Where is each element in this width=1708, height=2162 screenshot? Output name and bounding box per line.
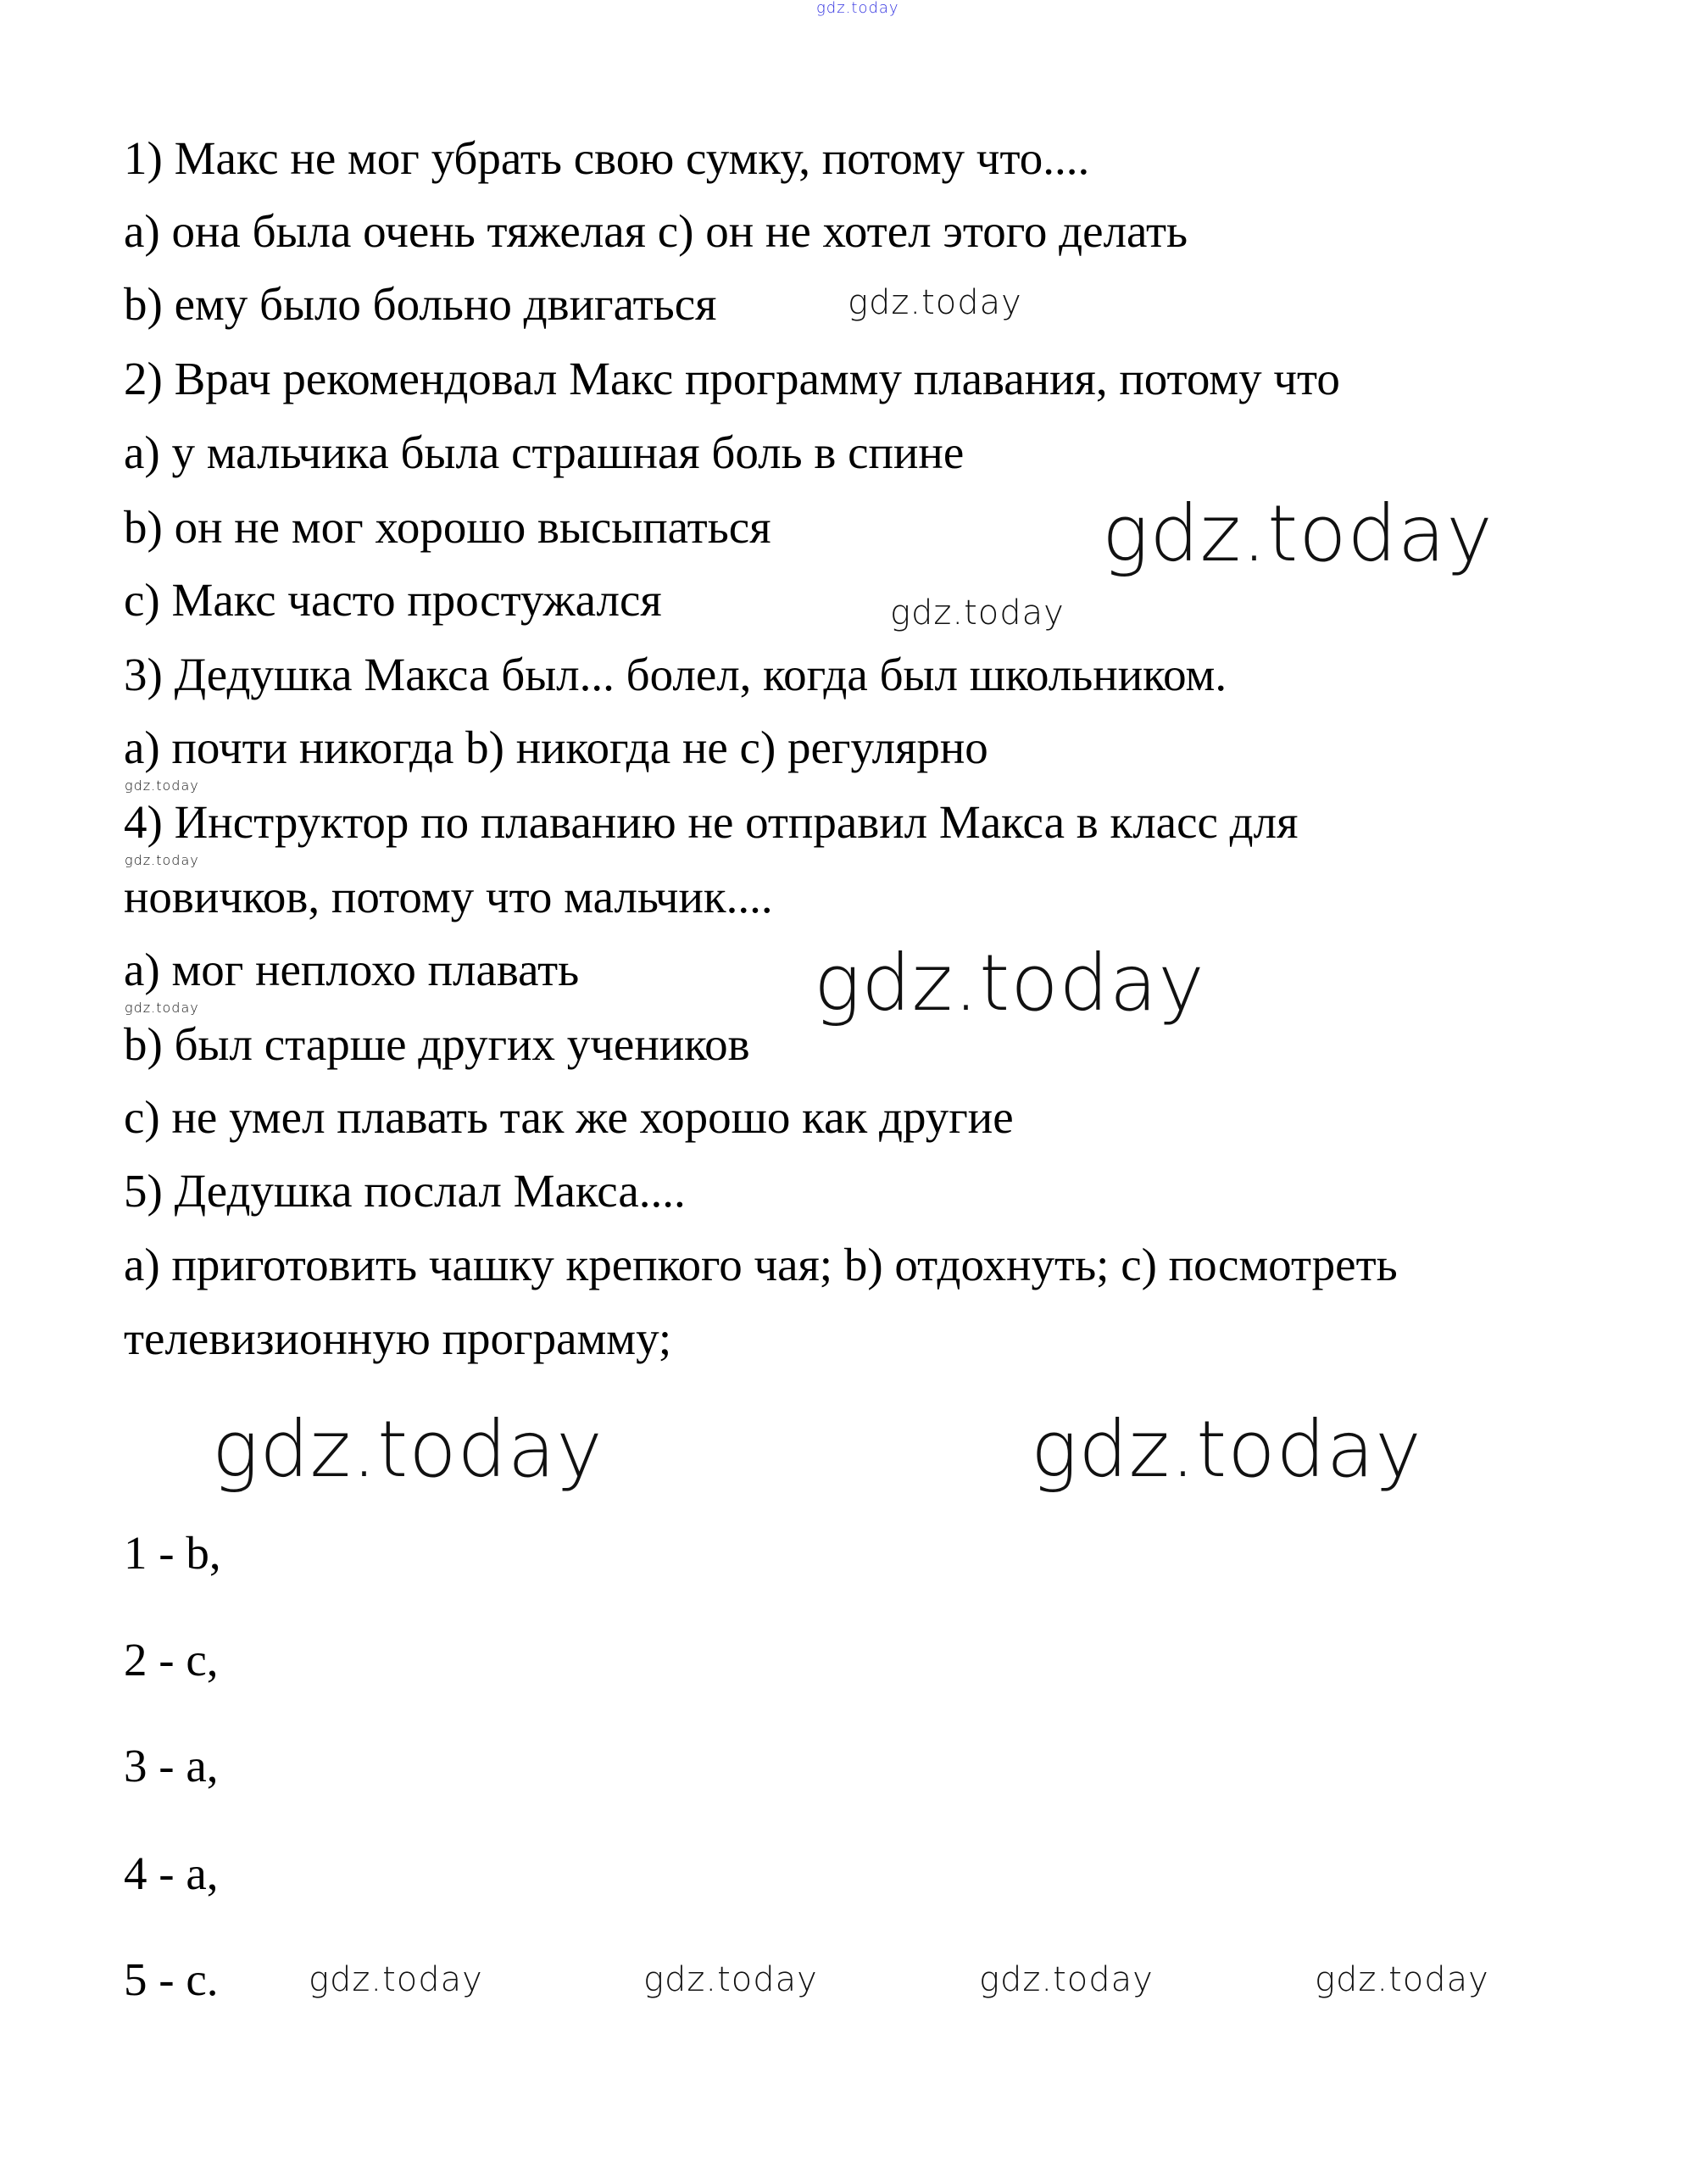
answer-line: 2 - c, [124,1634,219,1686]
watermark: gdz.today [814,938,1205,1028]
answer-line: 1 - b, [124,1527,221,1579]
watermark: gdz.today [125,777,199,794]
question-line: a) она была очень тяжелая c) он не хотел этого делать [124,205,1188,257]
question-line: a) почти никогда b) никогда не c) регулярно [124,722,988,773]
answer-line: 5 - c. [124,1953,219,2005]
question-line: c) Макс часто простужался [124,574,662,626]
question-line: b) ему было больно двигаться [124,278,717,330]
question-line: 5) Дедушка послал Макса.... [124,1165,686,1217]
watermark: gdz.today [1315,1960,1489,1999]
question-line: 4) Инструктор по плаванию не отправил Макса в класс для [124,796,1299,848]
watermark: gdz.today [1102,488,1494,579]
question-line: a) мог неплохо плавать [124,944,580,995]
question-line: новичков, потому что мальчик.... [124,871,773,922]
watermark: gdz.today [1031,1404,1422,1495]
question-line: b) был старше других учеников [124,1018,750,1070]
answer-line: 4 - a, [124,1847,219,1899]
top-watermark: gdz.today [816,0,899,17]
answer-line: 3 - a, [124,1740,219,1791]
question-line: 3) Дедушка Макса был... болел, когда был школьником. [124,649,1227,700]
question-line: c) не умел плавать так же хорошо как другие [124,1091,1014,1143]
watermark: gdz.today [848,283,1022,322]
watermark: gdz.today [979,1960,1154,1999]
watermark: gdz.today [125,852,199,868]
watermark: gdz.today [125,1000,199,1016]
watermark: gdz.today [643,1960,818,1999]
watermark: gdz.today [309,1960,483,1999]
question-line: a) приготовить чашку крепкого чая; b) отдохнуть; c) посмотреть [124,1239,1398,1290]
question-line: a) у мальчика была страшная боль в спине [124,426,965,478]
question-line: 1) Макс не мог убрать свою сумку, потому что.... [124,132,1090,184]
question-line: b) он не мог хорошо высыпаться [124,501,771,553]
watermark: gdz.today [212,1404,604,1495]
question-line: 2) Врач рекомендовал Макс программу плавания, потому что [124,353,1340,404]
question-line: телевизионную программу; [124,1312,672,1364]
watermark: gdz.today [890,593,1065,632]
